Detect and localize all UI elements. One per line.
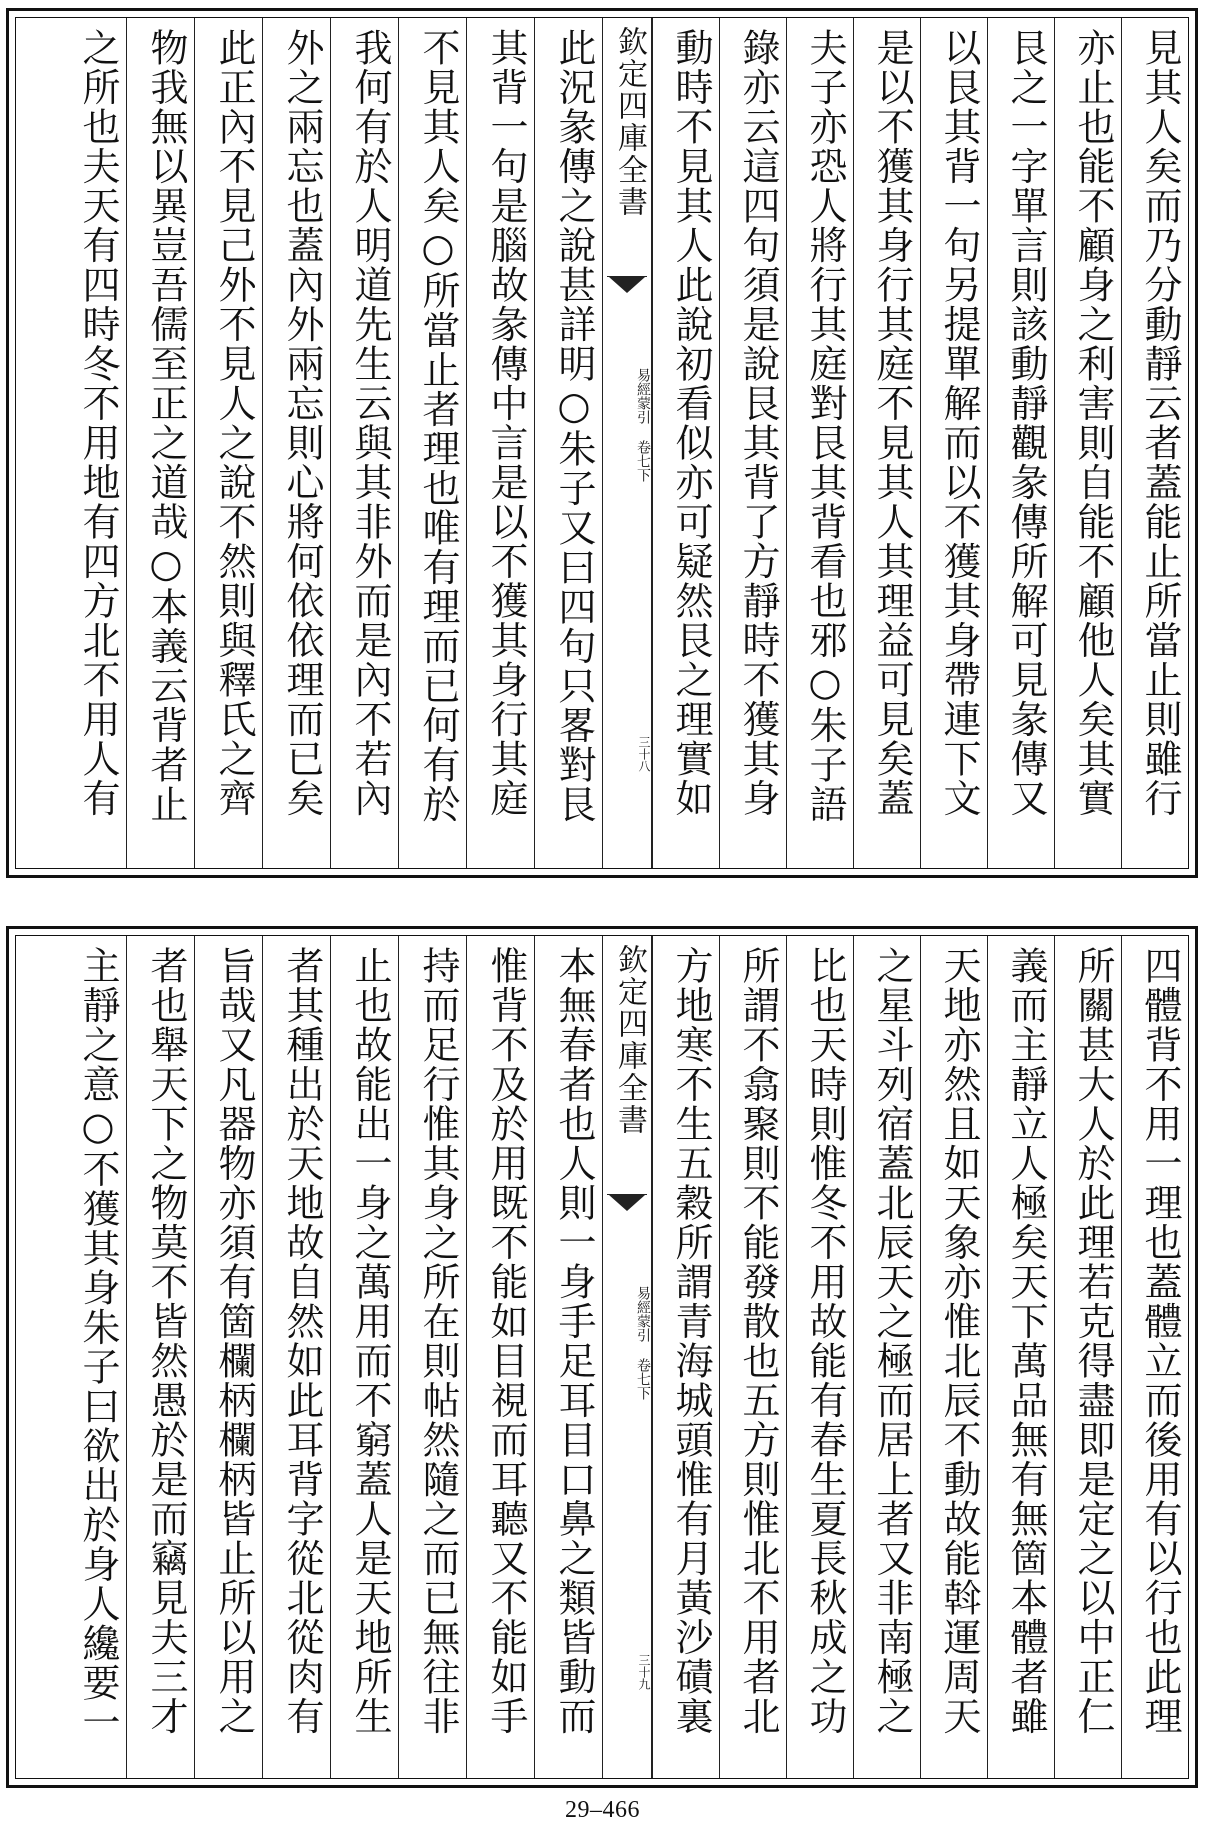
text-column: 外之兩忘也蓋內外兩忘則心將何依依理而已矣 xyxy=(262,18,330,868)
text-column: 四體背不用一理也蓋體立而後用有以行也此理 xyxy=(1121,936,1188,1778)
text-column: 此況彖傳之說甚詳明○朱子又曰四句只畧對艮 xyxy=(534,18,602,868)
text-column: 主靜之意○不獲其身朱子曰欲出於身人纔要一 xyxy=(76,946,120,1742)
volume-label: 易經蒙引 卷七下 xyxy=(635,1286,651,1400)
page-lower-frame xyxy=(15,935,1189,1779)
folio-number: 三十八 xyxy=(637,736,651,772)
volume-label: 易經蒙引 卷七下 xyxy=(635,368,651,482)
text-column: 旨哉又凡器物亦須有箇欄柄欄柄皆止所以用之 xyxy=(194,936,262,1778)
text-column: 動時不見其人此說初看似亦可疑然艮之理實如 xyxy=(652,18,719,868)
text-column: 者也舉天下之物莫不皆然愚於是而竊見夫三才 xyxy=(126,936,194,1778)
folio-number: 三十九 xyxy=(637,1654,651,1690)
text-column: 不見其人矣○所當止者理也唯有理而已何有於 xyxy=(398,18,466,868)
text-column: 持而足行惟其身之所在則帖然隨之而已無往非 xyxy=(398,936,466,1778)
text-column: 者其種出於天地故自然如此耳背字從北從肉有 xyxy=(262,936,330,1778)
text-column: 見其人矣而乃分動靜云者蓋能止所當止則雖行 xyxy=(1121,18,1188,868)
text-column: 夫子亦恐人將行其庭對艮其背看也邪○朱子語 xyxy=(786,18,853,868)
text-column: 物我無以異豈吾儒至正之道哉○本義云背者止 xyxy=(126,18,194,868)
text-column: 之星斗列宿蓋北辰天之極而居上者又非南極之 xyxy=(853,936,920,1778)
center-fold xyxy=(602,936,652,1778)
text-column: 之所也夫天有四時冬不用地有四方北不用人有 xyxy=(76,28,120,818)
text-column: 惟背不及於用既不能如目視而耳聽又不能如手 xyxy=(466,936,534,1778)
fish-tail-mark-top xyxy=(607,276,647,305)
text-column: 天地亦然且如天象亦惟北辰不動故能斡運周天 xyxy=(920,936,987,1778)
text-column: 義而主靜立人極矣天下萬品無有無箇本體者雖 xyxy=(987,936,1054,1778)
fish-tail-mark-top xyxy=(607,1194,647,1223)
center-fold xyxy=(602,18,652,868)
page-upper-frame xyxy=(15,17,1189,869)
text-column: 本無春者也人則一身手足耳目口鼻之類皆動而 xyxy=(534,936,602,1778)
text-column: 此正內不見己外不見人之說不然則與釋氏之齊 xyxy=(194,18,262,868)
text-column: 艮之一字單言則該動靜觀彖傳所解可見彖傳又 xyxy=(987,18,1054,868)
text-column: 亦止也能不顧身之利害則自能不顧他人矣其實 xyxy=(1054,18,1121,868)
page-lower xyxy=(6,926,1198,1788)
text-column: 比也天時則惟冬不用故能有春生夏長秋成之功 xyxy=(786,936,853,1778)
text-column: 是以不獲其身行其庭不見其人其理益可見矣蓋 xyxy=(853,18,920,868)
text-column: 錄亦云這四句須是說艮其背了方靜時不獲其身 xyxy=(719,18,786,868)
page-reference-number: 29–466 xyxy=(565,1797,640,1823)
book-title: 欽定四庫全書 xyxy=(612,26,647,218)
text-column: 方地寒不生五穀所謂青海城頭惟有月黃沙磧裏 xyxy=(652,936,719,1778)
page-upper xyxy=(6,8,1198,878)
text-column: 其背一句是腦故彖傳中言是以不獲其身行其庭 xyxy=(466,18,534,868)
text-column: 所謂不翕聚則不能發散也五方則惟北不用者北 xyxy=(719,936,786,1778)
book-title: 欽定四庫全書 xyxy=(612,944,647,1136)
text-column: 我何有於人明道先生云與其非外而是內不若內 xyxy=(330,18,398,868)
text-column: 止也故能出一身之萬用而不窮蓋人是天地所生 xyxy=(330,936,398,1778)
text-column: 以艮其背一句另提單解而以不獲其身帶連下文 xyxy=(920,18,987,868)
text-column: 所關甚大人於此理若克得盡即是定之以中正仁 xyxy=(1054,936,1121,1778)
